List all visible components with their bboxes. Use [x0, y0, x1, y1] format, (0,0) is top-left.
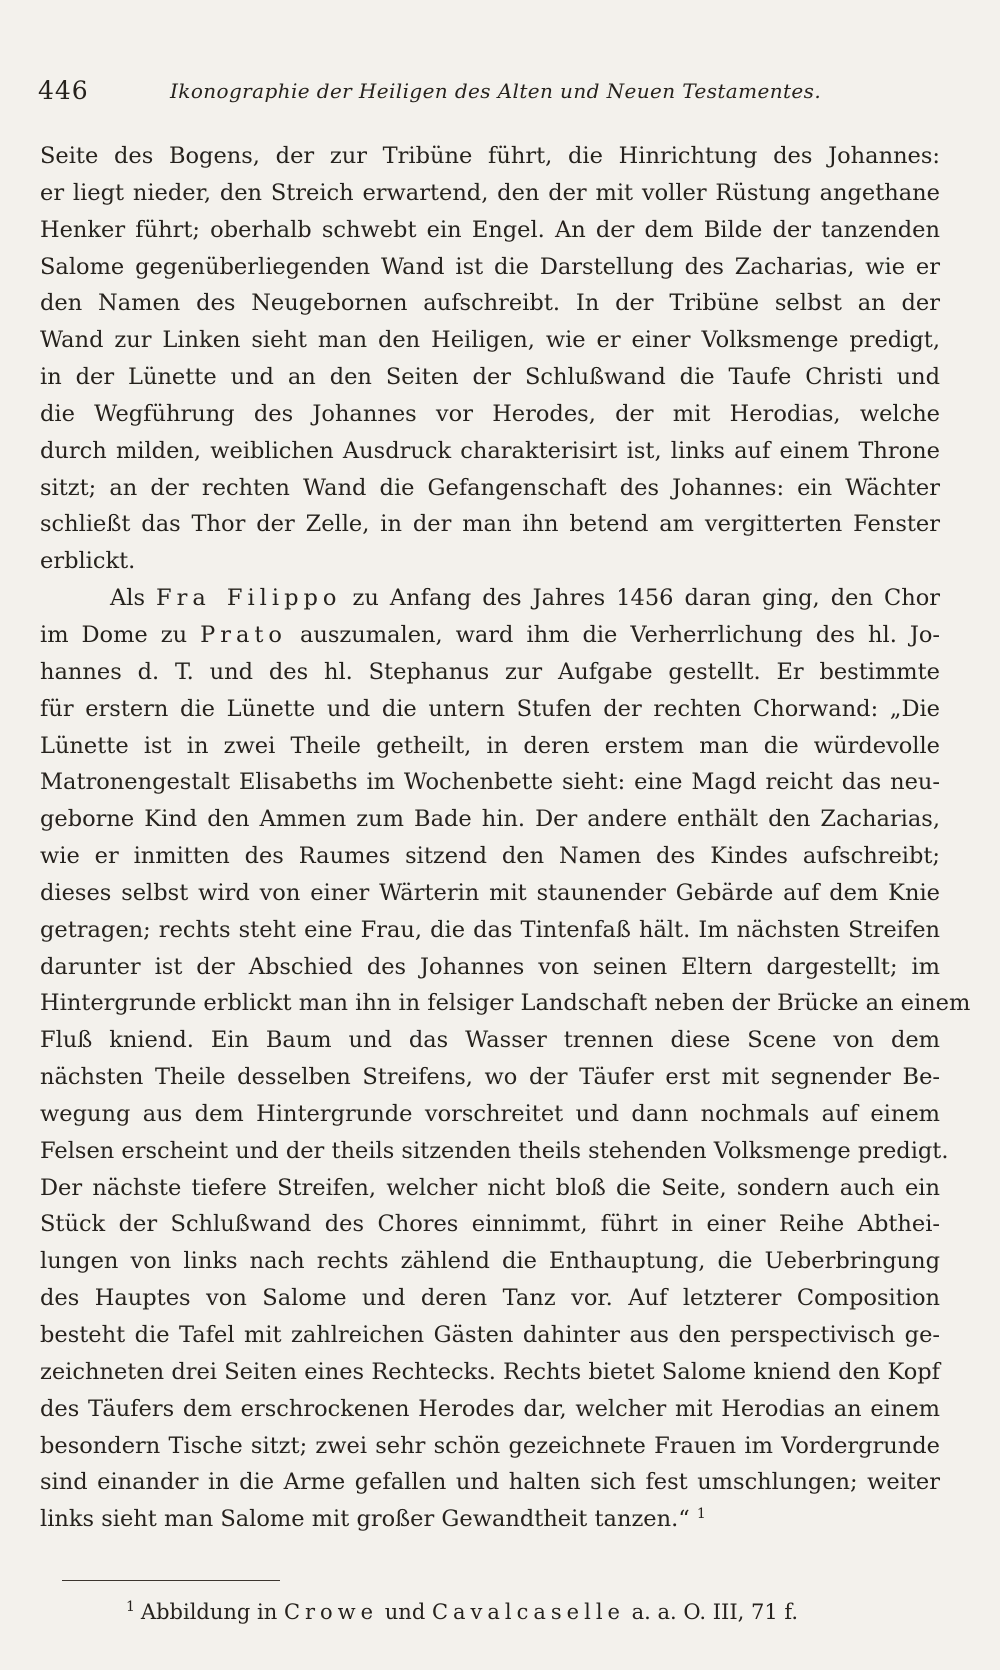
text-line: in der Lünette und an den Seiten der Schlußwand die Taufe Christi und	[40, 364, 940, 391]
spaced-name-prato: Prato	[200, 621, 287, 648]
text-line: Felsen erscheint und der theils sitzenden theils stehenden Volksmenge predigt.	[40, 1137, 949, 1164]
text-line: zeichneten drei Seiten eines Rechtecks. Rechts bietet Salome kniend den Kopf	[40, 1358, 940, 1385]
text-line: sitzt; an der rechten Wand die Gefangenschaft des Johannes: ein Wächter	[40, 474, 940, 501]
footnote-reference: 1	[696, 1505, 706, 1522]
text-line: Fluß kniend. Ein Baum und das Wasser trennen diese Scene von dem	[40, 1027, 940, 1054]
page-number: 446	[38, 76, 89, 105]
text-line: des Täufers dem erschrockenen Herodes dar, welcher mit Herodias an einem	[40, 1395, 940, 1422]
text-line: des Hauptes von Salome und deren Tanz vor. Auf letzterer Composition	[40, 1285, 940, 1312]
footnote-rule	[62, 1580, 280, 1581]
text-segment: zu Anfang des Jahres 1456 daran ging, den Chor	[341, 585, 940, 612]
footnote-marker: 1	[126, 1599, 135, 1615]
text-line: geborne Kind den Ammen zum Bade hin. Der andere enthält den Zacharias,	[40, 806, 940, 833]
footnote	[126, 1600, 798, 1624]
spaced-name-cavalcaselle: Cavalcaselle	[431, 1600, 625, 1624]
text-line: Stück der Schlußwand des Chores einnimmt, führt in einer Reihe Abthei-	[40, 1211, 940, 1238]
running-title: Ikonographie der Heiligen des Alten und Neuen Testamentes.	[170, 79, 822, 103]
text-line: besondern Tische sitzt; zwei sehr schön gezeichnete Frauen im Vordergrunde	[40, 1432, 940, 1459]
text-line: besteht die Tafel mit zahlreichen Gästen dahinter aus den perspectivisch ge-	[40, 1322, 940, 1348]
text-line: Salome gegenüberliegenden Wand ist die Darstellung des Zacharias, wie er	[40, 253, 940, 280]
text-line: nächsten Theile desselben Streifens, wo der Täufer erst mit segnender Be-	[40, 1064, 940, 1091]
text-segment: Abbildung in	[140, 1600, 284, 1624]
text-line: Hintergrunde erblickt man ihn in felsiger Landschaft neben der Brücke an einem	[40, 990, 971, 1017]
text-line: Seite des Bogens, der zur Tribüne führt, die Hinrichtung des Johannes:	[40, 143, 940, 169]
text-line: Lünette ist in zwei Theile getheilt, in deren erstem man die würdevolle	[40, 732, 940, 759]
spaced-name-crowe: Crowe	[283, 1600, 379, 1624]
text-line: wegung aus dem Hintergrunde vorschreitet und dann nochmals auf einem	[40, 1100, 940, 1127]
paragraph-1	[40, 138, 940, 580]
text-line: lungen von links nach rechts zählend die Enthauptung, die Ueberbringung	[40, 1248, 940, 1275]
text-line	[40, 580, 940, 617]
text-segment: a. a. O. III, 71 f.	[624, 1600, 799, 1624]
text-line: Matronengestalt Elisabeths im Wochenbette sieht: eine Magd reicht das neu-	[40, 769, 940, 796]
text-line: dieses selbst wird von einer Wärterin mit staunender Gebärde auf dem Knie	[40, 879, 940, 906]
text-line: erblickt.	[40, 548, 136, 575]
text-line: er liegt nieder, den Streich erwartend, den der mit voller Rüstung angethane	[40, 179, 940, 206]
text-line: schließt das Thor der Zelle, in der man ihn betend am vergitterten Fenster	[40, 511, 940, 538]
text-line: darunter ist der Abschied des Johannes von seinen Eltern dargestellt; im	[40, 953, 940, 980]
text-line: getragen; rechts steht eine Frau, die das Tintenfaß hält. Im nächsten Streifen	[40, 916, 940, 943]
text-line: die Wegführung des Johannes vor Herodes, der mit Herodias, welche	[40, 400, 940, 427]
page-header	[38, 76, 938, 116]
text-segment: und	[378, 1600, 432, 1624]
text-line: sind einander in die Arme gefallen und halten sich fest umschlungen; weiter	[40, 1469, 940, 1496]
text-line: Wand zur Linken sieht man den Heiligen, wie er einer Volksmenge predigt,	[40, 327, 940, 354]
text-line: wie er inmitten des Raumes sitzend den Namen des Kindes aufschreibt;	[40, 843, 940, 870]
text-segment: im Dome zu	[40, 621, 201, 648]
text-line: Der nächste tiefere Streifen, welcher nicht bloß die Seite, sondern auch ein	[40, 1174, 940, 1201]
text-line: den Namen des Neugebornen aufschreibt. In der Tribüne selbst an der	[40, 290, 940, 317]
text-line	[40, 617, 940, 654]
text-line: für erstern die Lünette und die untern Stufen der rechten Chorwand: „Die	[40, 695, 940, 722]
text-line: Henker führt; oberhalb schwebt ein Engel. An der dem Bilde der tanzenden	[40, 216, 940, 243]
text-segment: Als	[110, 585, 157, 612]
body-text	[40, 138, 971, 1538]
text-line: durch milden, weiblichen Ausdruck charakterisirt ist, links auf einem Throne	[40, 437, 940, 464]
spaced-name-fra-filippo: Fra Filippo	[156, 585, 342, 612]
text-segment: auszumalen, ward ihm die Verherrlichung des hl. Jo-	[286, 621, 940, 648]
text-line: hannes d. T. und des hl. Stephanus zur Aufgabe gestellt. Er bestimmte	[40, 658, 940, 685]
paragraph-2	[40, 580, 971, 1538]
text-segment: links sieht man Salome mit großer Gewandtheit tanzen.“	[40, 1506, 690, 1533]
text-line	[40, 1501, 940, 1538]
